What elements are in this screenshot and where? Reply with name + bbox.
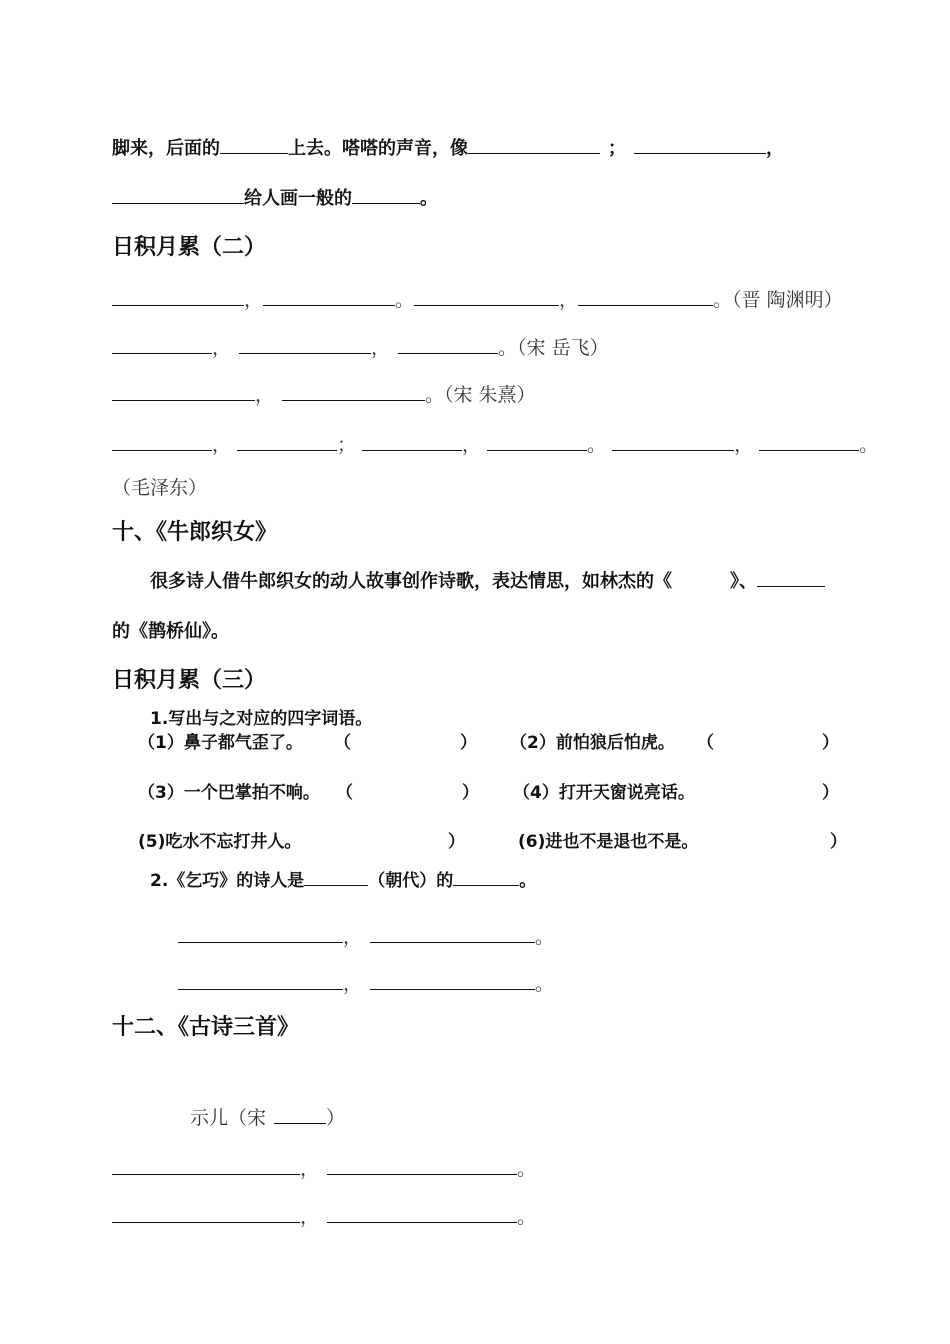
blank[interactable]: [468, 152, 600, 154]
blank[interactable]: [362, 449, 462, 451]
item-3-paren-open: （: [336, 783, 353, 803]
ten-text-1: 很多诗人借牛郎织女的动人故事创作诗歌，表达情思，如林杰的《 》、: [150, 567, 825, 593]
blank[interactable]: [370, 988, 535, 990]
blank[interactable]: [487, 449, 587, 451]
blank[interactable]: [398, 352, 498, 354]
intro-line-1: 脚来，后面的 上去。嗒嗒的声音，像 ； ，: [112, 138, 784, 159]
item-1-paren-close: ）: [460, 733, 477, 753]
blank[interactable]: [220, 152, 288, 154]
blank[interactable]: [112, 352, 212, 354]
blank[interactable]: [352, 202, 420, 204]
item-5: (5)吃水不忘打井人。: [138, 832, 302, 852]
section-title-ten: 十、《牛郎织女》: [112, 520, 278, 545]
shier-line-2: ， 。: [112, 1202, 536, 1229]
poem-title-shier: 示儿（宋 ）: [190, 1107, 346, 1129]
blank[interactable]: [327, 1221, 517, 1223]
blank[interactable]: [263, 304, 395, 306]
section-title-twelve: 十二、《古诗三首》: [112, 1015, 300, 1040]
blank[interactable]: [414, 304, 559, 306]
poem-line-1: ， 。 ， 。（晋 陶渊明）: [112, 285, 843, 312]
qiqiao-line-1: ， 。: [178, 922, 554, 949]
poem-line-4: ， ； ， 。 ， 。: [112, 430, 878, 457]
item-1-paren-open: （: [334, 733, 351, 753]
blank[interactable]: [370, 941, 535, 943]
ten-text-2: 的《鹊桥仙》。: [112, 621, 229, 642]
blank[interactable]: [178, 988, 343, 990]
blank[interactable]: [612, 449, 734, 451]
section-title-rjyl2: 日积月累（二）: [112, 235, 267, 260]
question-1: 1.写出与之对应的四字词语。: [150, 709, 373, 729]
item-6-paren-close: ）: [830, 832, 847, 852]
blank[interactable]: [282, 399, 425, 401]
blank[interactable]: [759, 449, 859, 451]
item-3-paren-close: ）: [462, 783, 479, 803]
item-3: （3）一个巴掌拍不响。: [138, 783, 320, 803]
blank[interactable]: [112, 304, 244, 306]
item-2: （2）前怕狼后怕虎。: [510, 733, 675, 753]
blank[interactable]: [634, 152, 766, 154]
poem-line-2: ， ， 。（宋 岳飞）: [112, 333, 609, 360]
section-title-rjyl3: 日积月累（三）: [112, 668, 267, 693]
qiqiao-line-2: ， 。: [178, 969, 554, 996]
question-2: 2.《乞巧》的诗人是 （朝代）的 。: [150, 871, 537, 891]
blank[interactable]: [453, 884, 519, 886]
shier-line-1: ， 。: [112, 1154, 536, 1181]
item-6: (6)进也不是退也不是。: [518, 832, 699, 852]
blank[interactable]: [112, 1173, 300, 1175]
item-5-paren-close: ）: [448, 832, 465, 852]
item-4-paren-close: ）: [822, 783, 839, 803]
blank[interactable]: [112, 399, 255, 401]
item-2-paren-close: ）: [822, 733, 839, 753]
item-4: （4）打开天窗说亮话。: [513, 783, 695, 803]
blank[interactable]: [112, 1221, 300, 1223]
blank[interactable]: [112, 202, 244, 204]
poem-line-3: ， 。（宋 朱熹）: [112, 380, 536, 407]
blank[interactable]: [327, 1173, 517, 1175]
blank[interactable]: [757, 585, 825, 587]
poem-author-mao: （毛泽东）: [112, 477, 208, 499]
intro-line-2: 给人画一般的 。: [112, 184, 438, 210]
item-2-paren-open: （: [697, 733, 714, 753]
blank[interactable]: [112, 449, 212, 451]
blank[interactable]: [237, 449, 337, 451]
blank[interactable]: [578, 304, 713, 306]
blank[interactable]: [274, 1122, 326, 1124]
blank[interactable]: [239, 352, 371, 354]
item-1: （1）鼻子都气歪了。: [138, 733, 303, 753]
blank[interactable]: [178, 941, 343, 943]
blank[interactable]: [304, 884, 368, 886]
